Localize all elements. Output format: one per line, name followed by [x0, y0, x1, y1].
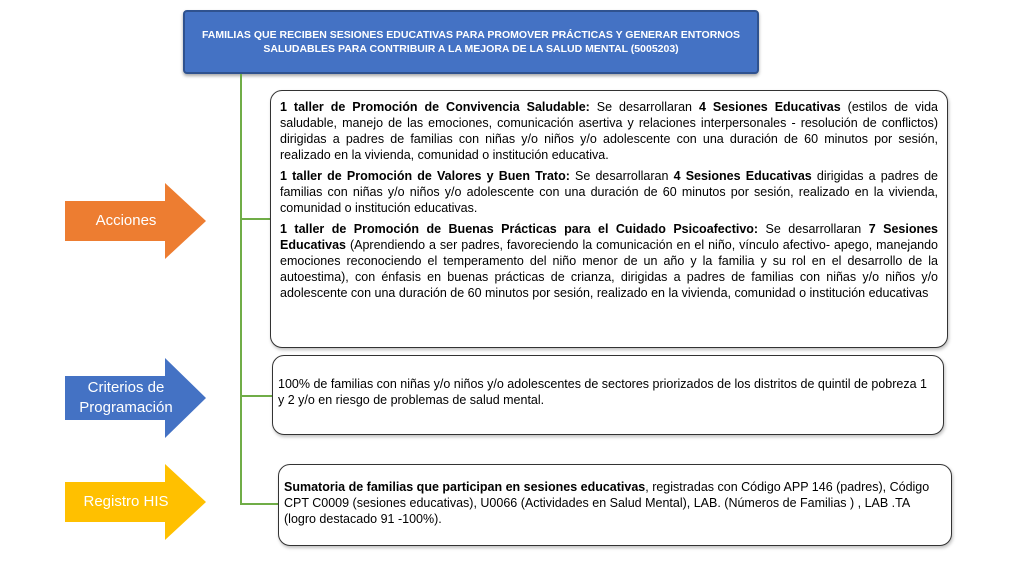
registro-box	[278, 464, 952, 546]
connector-acciones	[240, 218, 270, 220]
accion-item-2: 1 taller de Promoción de Valores y Buen Trato: Se desarrollaran 4 Sesiones Educativas dirigidas a padres de familias con niñas y/o niños y/o adolescente con una duración de 60 minutos por sesión, realizado en la vivienda, comunidad o institución educativas.	[280, 169, 938, 215]
connector-registro	[240, 503, 278, 505]
acciones-box	[270, 90, 948, 348]
acciones-arrow	[65, 183, 206, 259]
connector-vertical	[240, 74, 242, 504]
registro-text: , registradas con Código APP 146 (padres), Código CPT C0009 (sesiones educativas), U0066 (Actividades en Salud Mental), LAB. (Números de Familias ) , LAB .TA (logro destacado 91 -100%).	[284, 480, 930, 526]
title-text: FAMILIAS QUE RECIBEN SESIONES EDUCATIVAS PARA PROMOVER PRÁCTICAS Y GENERAR ENTORNOS SALUDABLES PARA CONTRIBUIR A LA MEJORA DE LA SALUD MENTAL (5005203)	[201, 29, 741, 55]
criterios-label: Criterios de Programación	[79, 379, 173, 416]
registro-bold: Sumatoria de familias que participan en sesiones educativas	[284, 480, 646, 494]
accion-item-1: 1 taller de Promoción de Convivencia Saludable: Se desarrollaran 4 Sesiones Educativas (estilos de vida saludable, manejo de las emociones, comunicación asertiva y relaciones interpersonales - resolución de conflictos) dirigidas a padres de familias con niñas y/o niños y/o adolescente con una duración de 60 minutos por sesión, realizado en la vivienda, comunidad o institución educativa.	[280, 100, 938, 162]
criterios-box	[272, 355, 944, 435]
acciones-label: Acciones	[95, 212, 157, 229]
criterios-arrow	[65, 358, 206, 438]
accion-item-2-title: 1 taller de Promoción de Valores y Buen Trato:	[280, 169, 570, 183]
accion-item-3-title: 1 taller de Promoción de Buenas Prácticas para el Cuidado Psicoafectivo:	[280, 222, 759, 236]
title-box	[183, 10, 759, 74]
accion-item-1-title: 1 taller de Promoción de Convivencia Saludable:	[280, 100, 590, 114]
accion-item-3: 1 taller de Promoción de Buenas Prácticas para el Cuidado Psicoafectivo: Se desarrollaran 7 Sesiones Educativas (Aprendiendo a ser padres, favoreciendo la comunicación en el niño, vínculo afectivo- apego, manejando emociones reconociendo el temperamento del niño menor de un año y la familia y su rol en el desarrollo de la autoestima), con énfasis en buenas prácticas de crianza, dirigidas a padres de familias con niñas y/o niños y/o adolescente con una duración de 60 minutos por sesión, realizado en la vivienda, comunidad o institución educativas	[280, 222, 938, 300]
connector-criterios	[240, 395, 272, 397]
registro-arrow	[65, 464, 206, 540]
registro-label: Registro HIS	[83, 493, 169, 510]
criterios-text: 100% de familias con niñas y/o niños y/o adolescentes de sectores priorizados de los distritos de quintil de pobreza 1 y 2 y/o en riesgo de problemas de salud mental.	[278, 377, 927, 407]
